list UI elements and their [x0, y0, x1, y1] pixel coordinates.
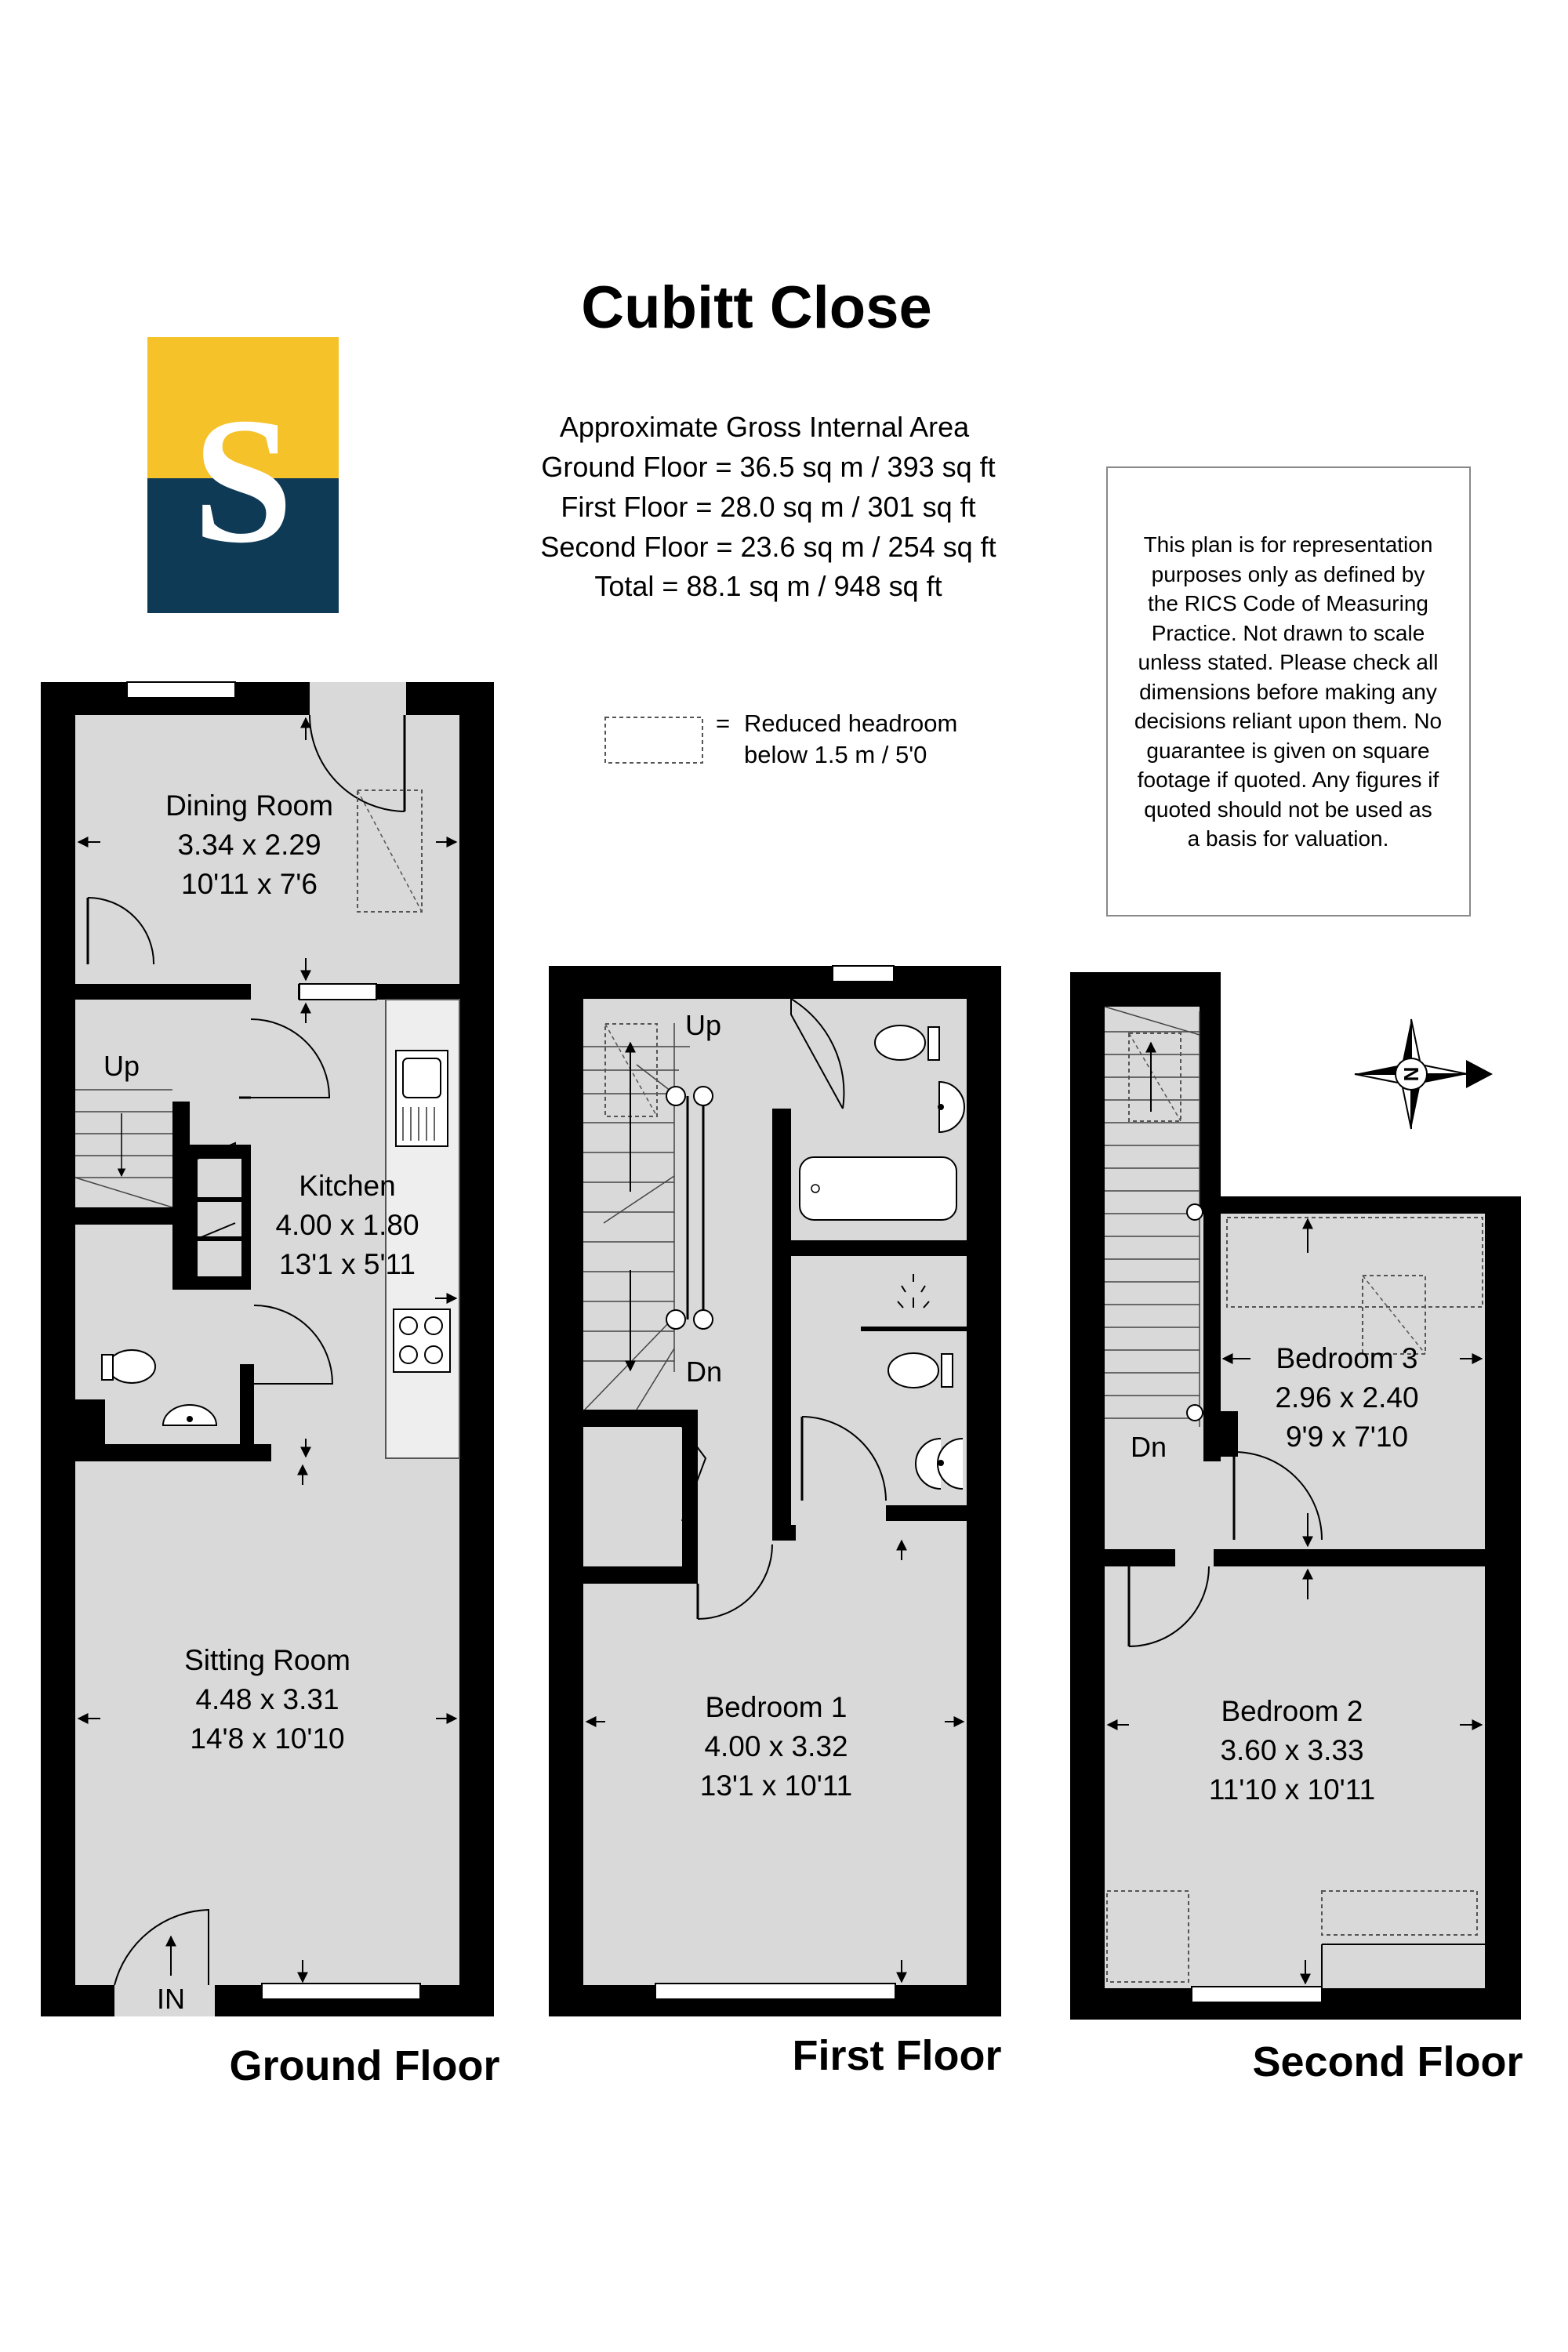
area-heading: Approximate Gross Internal Area: [559, 411, 970, 443]
wc-toilet: [108, 1350, 155, 1383]
first-floor-label: First Floor: [792, 2032, 1002, 2079]
ground-stairs-up-label: Up: [103, 1050, 140, 1082]
disclaimer-line: purposes only as defined by: [1151, 562, 1425, 586]
landing-pillar: [1221, 1411, 1238, 1457]
bedroom1-name: Bedroom 1: [705, 1691, 848, 1723]
disclaimer-line: unless stated. Please check all: [1138, 650, 1439, 674]
ground-bottom-window: [262, 1984, 420, 1999]
legend-line-1: Reduced headroom: [744, 710, 958, 737]
dining-room-metric: 3.34 x 2.29: [177, 829, 321, 861]
disclaimer-line: Practice. Not drawn to scale: [1151, 621, 1425, 645]
bedroom2-name: Bedroom 2: [1221, 1695, 1363, 1727]
wall-under-stairs: [75, 1207, 190, 1225]
dining-room-imperial: 10'11 x 7'6: [181, 868, 318, 900]
first-bottom-window: [655, 1984, 895, 1999]
wall-wc-sitting: [75, 1444, 271, 1461]
wall-landing-cupboard: [583, 1410, 698, 1427]
disclaimer-line: the RICS Code of Measuring: [1148, 591, 1428, 615]
bathroom-bath: [800, 1157, 956, 1220]
bedroom2-metric: 3.60 x 3.33: [1220, 1734, 1364, 1766]
disclaimer-line: This plan is for representation: [1143, 532, 1433, 557]
dining-door-opening: [310, 682, 406, 715]
second-bottom-window: [1192, 1987, 1322, 2002]
entrance-label: IN: [157, 1983, 185, 2015]
bedroom3-metric: 2.96 x 2.40: [1275, 1381, 1419, 1414]
wall-bathroom-ensuite: [791, 1240, 967, 1256]
disclaimer-box: [1107, 467, 1470, 916]
compass-north-label: N: [1399, 1066, 1423, 1082]
compass-icon: [1355, 1019, 1493, 1129]
sitting-room-metric: 4.48 x 3.31: [195, 1683, 339, 1715]
bedroom3-imperial: 9'9 x 7'10: [1285, 1421, 1409, 1453]
disclaimer-line: quoted should not be used as: [1144, 797, 1432, 822]
ground-top-window: [127, 682, 235, 698]
ensuite-toilet: [888, 1353, 938, 1388]
sitting-room-imperial: 14'8 x 10'10: [190, 1722, 345, 1755]
wall-cupboard-bottom: [583, 1566, 698, 1584]
first-stairs-up-label: Up: [685, 1009, 722, 1041]
headroom-legend: [605, 710, 957, 768]
wall-ensuite-bottom: [886, 1505, 967, 1521]
disclaimer-line: decisions reliant upon them. No: [1134, 709, 1443, 733]
headroom-legend-swatch: [605, 717, 702, 763]
legend-equals: =: [716, 710, 731, 737]
wall-landing-bottom: [1105, 1549, 1175, 1566]
kitchen-name: Kitchen: [299, 1170, 396, 1202]
bathroom-door-gap: [772, 999, 791, 1109]
wall-bedroom1-top: [772, 1525, 796, 1541]
disclaimer-line: footage if quoted. Any figures if: [1137, 768, 1439, 792]
page-title: Cubitt Close: [581, 274, 932, 341]
first-floor-plan: [549, 966, 1002, 2079]
first-top-window: [833, 966, 894, 982]
wall-cupboard-right: [682, 1410, 698, 1582]
kitchen-hob: [394, 1309, 450, 1372]
area-summary: [540, 411, 996, 602]
wall-bedroom3-bottom: [1214, 1549, 1485, 1566]
second-stairs-down-label: Dn: [1131, 1431, 1167, 1463]
area-first: First Floor = 28.0 sq m / 301 sq ft: [561, 491, 976, 523]
sitting-room-name: Sitting Room: [184, 1644, 350, 1676]
dining-room-name: Dining Room: [165, 789, 333, 822]
ground-floor-plan: [41, 682, 499, 2089]
bathroom-toilet: [875, 1025, 925, 1060]
logo-letter: S: [193, 380, 293, 580]
bedroom1-imperial: 13'1 x 10'11: [699, 1769, 853, 1802]
area-second: Second Floor = 23.6 sq m / 254 sq ft: [540, 531, 996, 563]
kitchen-imperial: 13'1 x 5'11: [279, 1248, 416, 1280]
area-ground: Ground Floor = 36.5 sq m / 393 sq ft: [541, 451, 996, 483]
bedroom2-imperial: 11'10 x 10'11: [1208, 1773, 1376, 1806]
cupboard-inner: [198, 1159, 241, 1276]
bedroom1-metric: 4.00 x 3.32: [704, 1730, 848, 1762]
ground-floor-label: Ground Floor: [229, 2042, 500, 2089]
disclaimer-line: a basis for valuation.: [1187, 826, 1389, 851]
first-stairs-down-label: Dn: [686, 1356, 723, 1388]
disclaimer-line: guarantee is given on square: [1146, 739, 1430, 763]
doorway-dining-kitchen: [251, 984, 298, 1000]
window-dining-kitchen: [299, 984, 376, 1000]
agent-logo: [147, 337, 339, 613]
second-floor-label: Second Floor: [1252, 2038, 1523, 2085]
disclaimer-line: dimensions before making any: [1139, 680, 1437, 704]
legend-line-2: below 1.5 m / 5'0: [744, 741, 927, 768]
second-floor-plan: [1070, 972, 1523, 2085]
second-floor-interior: [1105, 1007, 1485, 1988]
area-total: Total = 88.1 sq m / 948 sq ft: [594, 570, 942, 602]
kitchen-metric: 4.00 x 1.80: [275, 1209, 419, 1241]
bedroom3-name: Bedroom 3: [1276, 1342, 1418, 1374]
bedroom3-left-wall: [1203, 1196, 1221, 1447]
